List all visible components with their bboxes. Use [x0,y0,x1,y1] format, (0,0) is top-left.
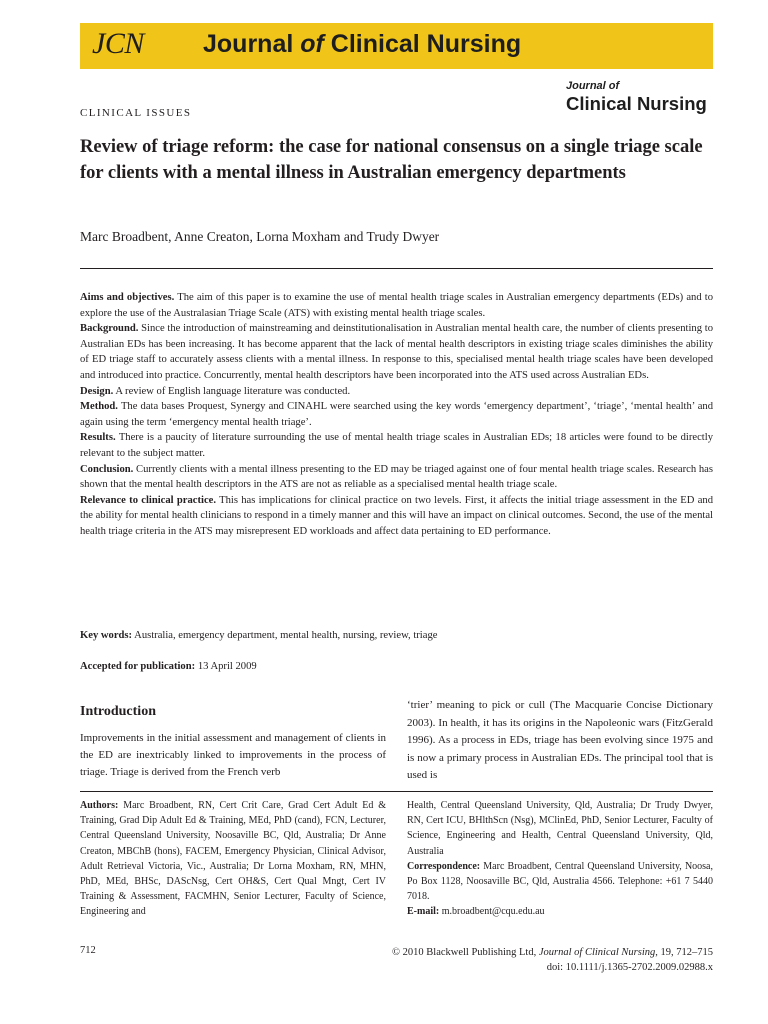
abstract-text: The data bases Proquest, Synergy and CINAHL were searched using the key words ‘emergency department’, ‘triage’, ‘mental health’ and again using the term ‘emergency mental health triage’. [80,401,713,428]
body-column-right [407,697,713,785]
author-affiliations-left [80,798,386,920]
doi[interactable]: doi: 10.1111/j.1365-2702.2009.02988.x [546,962,713,973]
authors-affiliation-text: Marc Broadbent, RN, Cert Crit Care, Grad Cert Adult Ed & Training, Grad Dip Adult Ed & Training, MEd, PhD (cand), FCN, Lecturer, Central Queensland University, Noosaville BC, Qld, Australia; Dr Anne Creaton, MBChB (hons), FACEM, Emergency Physician, Clinical Advisor, Adult Retrieval Victoria, Vic., Australia; Dr Lorna Moxham, RN, MHN, PhD, MEd, BHSc, DAScNsg, Cert OH&S, Cert Qual Mngt, Cert IV Training & Assessment, FACMHN, Senior Lecturer, Faculty of Science, Engineering and [80,800,386,918]
journal-logo-line1: Journal of [566,80,620,92]
abstract-method [80,399,713,430]
abstract-text: The aim of this paper is to examine the use of mental health triage scales in Australian emergency departments (EDs) and to explore the use of the Australasian Triage Scale (ATS) with existing mental health triage scales. [80,292,713,319]
abstract-results [80,430,713,461]
section-label: CLINICAL ISSUES [80,107,192,119]
abstract-design [80,384,713,400]
abstract-aims [80,290,713,321]
abstract-text: This has implications for clinical practice on two levels. First, it affects the initial triage assessment in the ED and the ability for mental health clinicians to respond in a timely manner and this will have an impact on clinical outcomes. Second, the use of the mental health triage criteria in the ATS may misrepresent ED workloads and affect data pertaining to ED performance. [80,494,714,537]
footnote-divider [80,791,713,792]
abstract-text: There is a paucity of literature surrounding the use of mental health triage scales in Australian EDs; 18 articles were found to be directly relevant to the subject matter. [80,432,713,459]
abstract-heading: Conclusion. [80,463,134,475]
abstract-heading: Aims and objectives. [80,292,175,303]
banner-title-post: Clinical Nursing [323,30,522,58]
email-address[interactable]: m.broadbent@cqu.edu.au [441,906,545,918]
accepted-label: Accepted for publication: [80,661,196,672]
correspondence [407,859,713,905]
body-column-left [80,697,386,781]
author-affiliations-right [407,798,713,920]
abstract [80,290,713,540]
email-label: E-mail: [407,906,440,918]
keywords-label: Key words: [80,630,133,641]
keywords-text: Australia, emergency department, mental health, nursing, review, triage [134,630,438,641]
authors-label: Authors: [80,800,119,811]
abstract-heading: Design. [80,385,114,397]
correspondence-text: Marc Broadbent, Central Queensland University, Noosa, Po Box 1128, Noosaville BC, Qld, Australia 4566. Telephone: +61 7 5440 7018. [407,860,713,903]
article-title: Review of triage reform: the case for national consensus on a single triage scale for clients with a mental illness in Australian emergency departments [80,137,703,183]
correspondence-label: Correspondence: [407,860,481,872]
banner-abbreviation: JCN [92,27,144,60]
abstract-text: A review of English language literature was conducted. [115,385,351,397]
copyright-pre: © 2010 Blackwell Publishing Ltd, [392,947,539,958]
email-line [407,904,713,919]
copyright-notice [392,945,713,975]
accepted-text: 13 April 2009 [197,661,257,672]
banner-title-of: of [300,30,324,58]
abstract-heading: Results. [80,432,116,444]
copyright-volume: , 19, 712–715 [655,947,713,958]
abstract-relevance [80,493,713,540]
banner-title-pre: Journal [203,30,301,58]
title-divider [80,268,713,269]
authors-affiliation-continued: Health, Central Queensland University, Qld, Australia; Dr Trudy Dwyer, RN, Cert ICU, BHlthScn (Nsg), MClinEd, PhD, Senior Lecturer, Faculty of Science, Engineering and Health, Central Queensland University, Qld, Australia [407,800,713,857]
introduction-heading: Introduction [80,704,156,719]
abstract-background [80,321,713,383]
accepted-date [80,661,257,672]
abstract-heading: Method. [80,401,118,413]
abstract-text: Currently clients with a mental illness presenting to the ED may be triaged against one of four mental health triage scales. Research has shown that the mental health descriptors in the ATS are not as reliable as a specialised mental health triage scale. [80,463,713,491]
abstract-text: Since the introduction of mainstreaming and deinstitutionalisation in Australian mental health care, the number of clients presenting to Australian EDs has been increasing. It has become apparent that the lack of mental health descriptors in existing triage scales diminishes the ability of ED triage staff to accurately assess clients with a mental illness. In response to this, specialised mental health triage scales have been developed and introduced into practice. Concurrently, mental health descriptors have been incorporated into the ATS used across Australian EDs. [80,323,713,381]
banner-journal-title [203,30,521,59]
page-number: 712 [80,945,96,956]
journal-logo-line2: Clinical Nursing [566,93,707,114]
journal-banner [80,23,713,69]
abstract-heading: Relevance to clinical practice. [80,494,217,506]
copyright-journal: Journal of Clinical Nursing [538,947,656,958]
author-list: Marc Broadbent, Anne Creaton, Lorna Moxham and Trudy Dwyer [80,229,440,244]
abstract-conclusion [80,462,713,493]
copyright-line [392,945,713,960]
keywords [80,630,713,641]
introduction-paragraph-right: ‘trier’ meaning to pick or cull (The Macquarie Concise Dictionary 2003). In health, it has its origins in the Napoleonic wars (FitzGerald 1996). As a process in EDs, triage has been evolving since 1975 and is now a primary process in Australian EDs. The principal tool that is used is [407,699,713,782]
abstract-heading: Background. [80,323,139,335]
introduction-paragraph-left: Improvements in the initial assessment and management of clients in the ED are inextricably linked to improvements in the process of triage. Triage is derived from the French verb [80,732,386,778]
